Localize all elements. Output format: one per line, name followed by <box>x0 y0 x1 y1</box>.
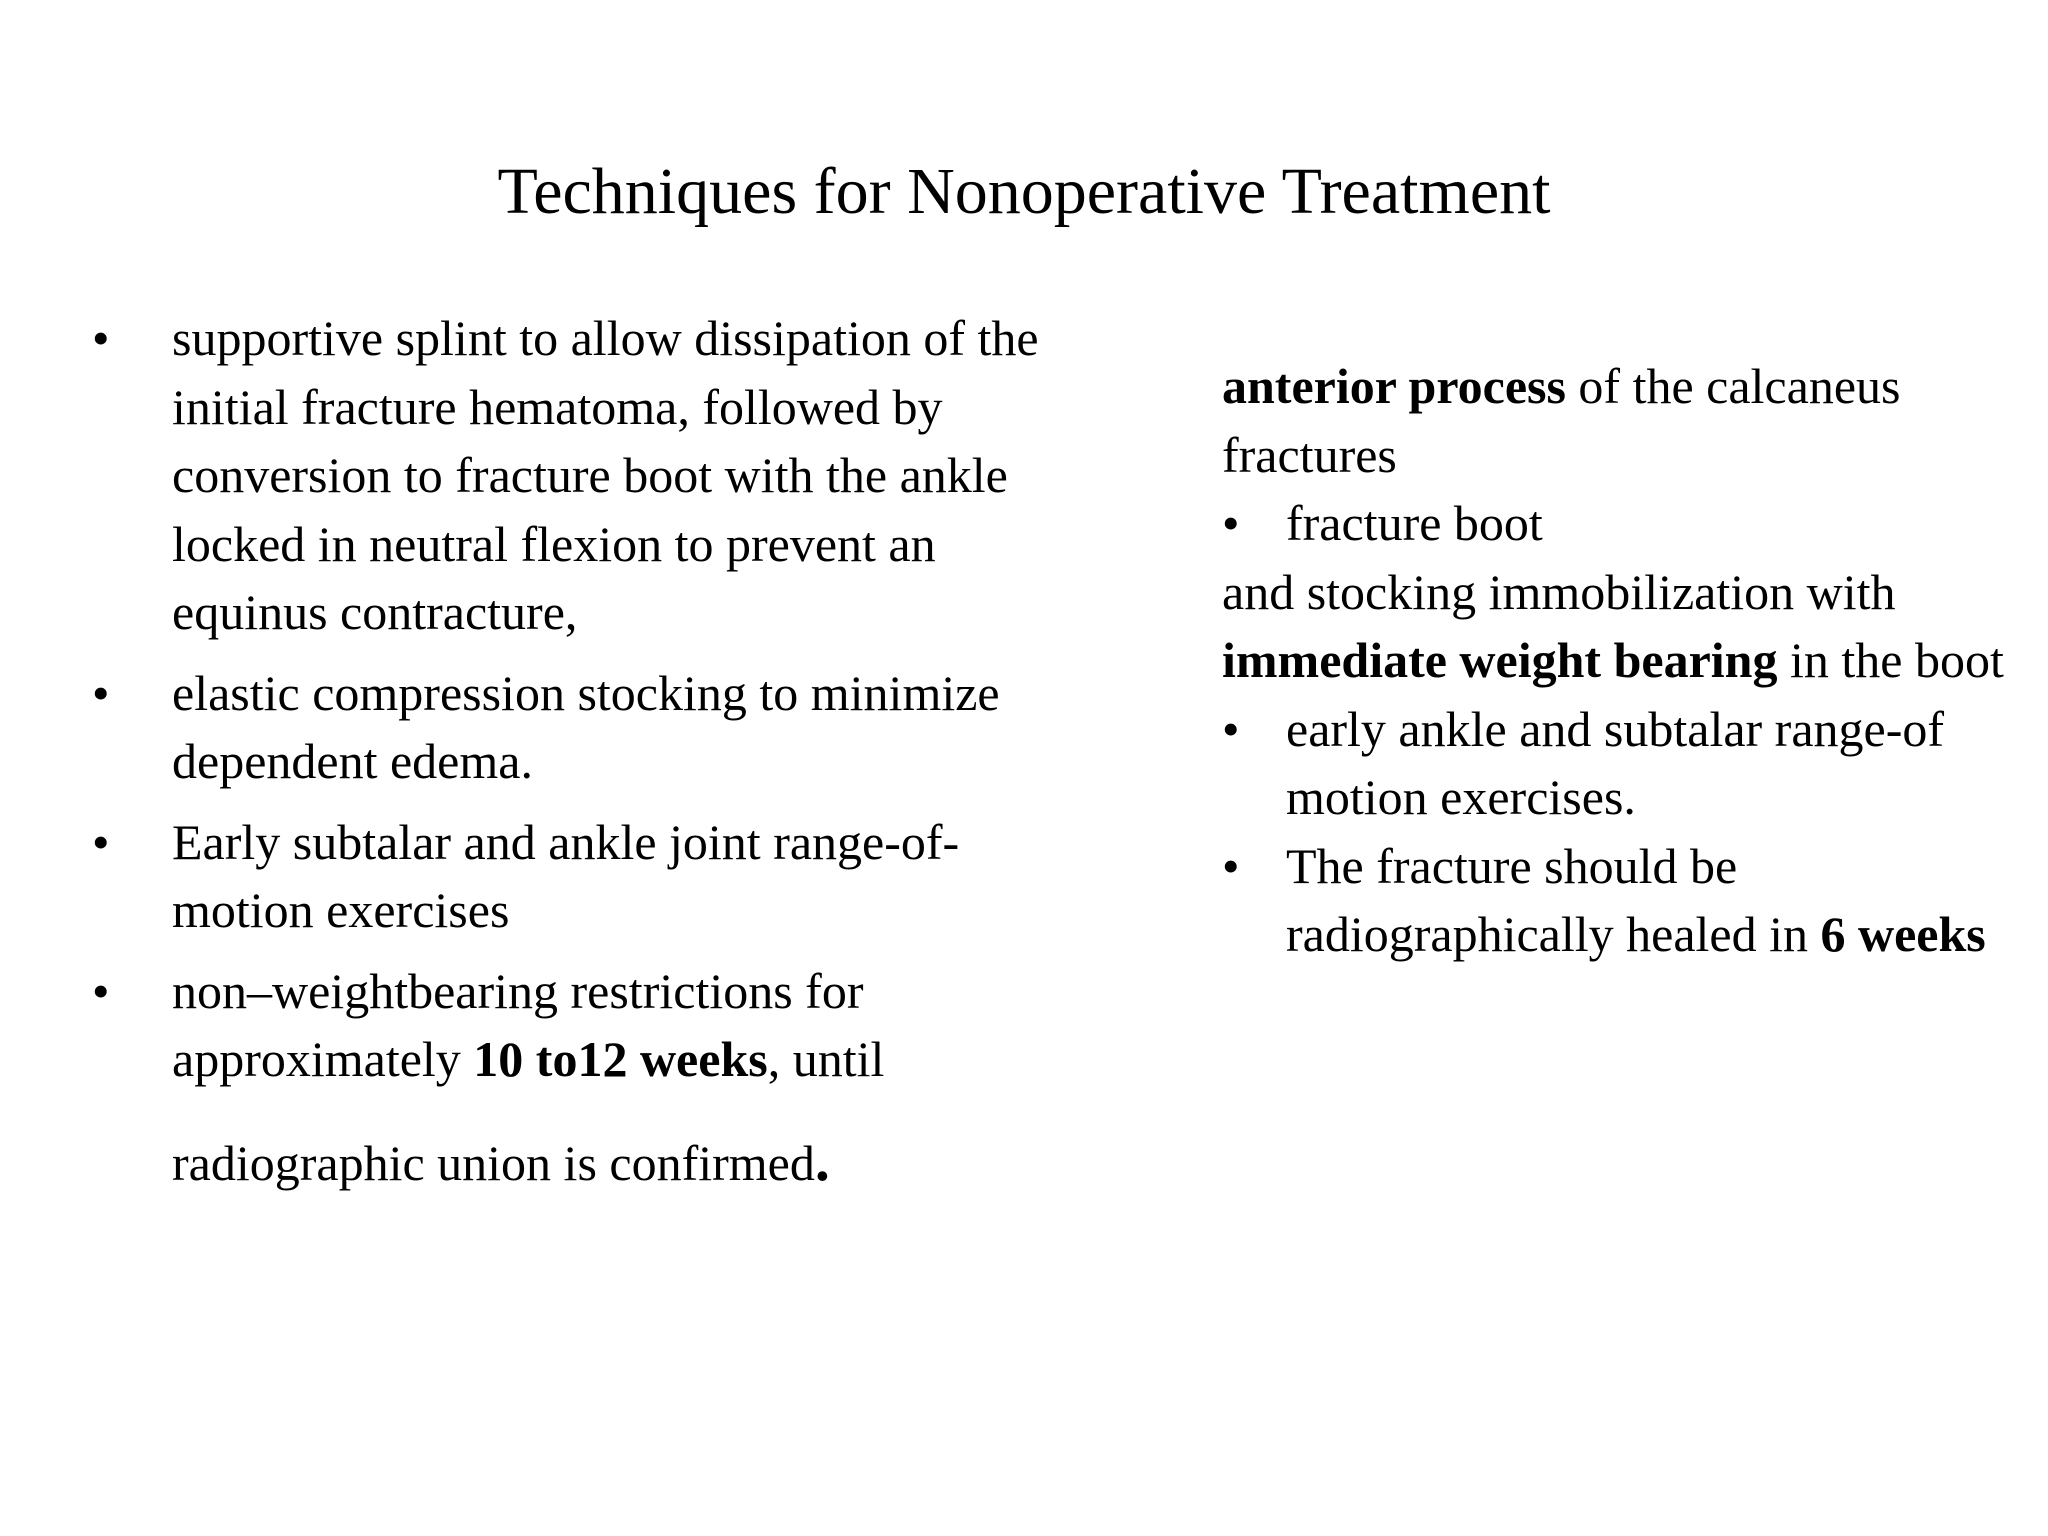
bullet-item-splint <box>92 304 1092 647</box>
bullet-emphasis: 6 weeks <box>1820 906 1986 962</box>
bullet-text: early ankle and subtalar range-of motion exercises. <box>1286 700 1945 825</box>
bullet-item-weightbearing <box>92 957 1092 1198</box>
bullet-item-fracture-boot <box>1222 489 2042 558</box>
bullet-period: . <box>814 1126 830 1193</box>
bullet-text: , until <box>767 1031 885 1087</box>
bullet-item-early-rom <box>92 808 1092 945</box>
bullet-text: Early subtalar and ankle joint range-of-motion exercises <box>172 813 960 938</box>
bullet-continuation <box>172 1126 1092 1198</box>
bullet-icon: • <box>92 813 110 870</box>
right-intro <box>1222 352 2042 489</box>
bullet-icon: • <box>92 962 110 1019</box>
continuation-emphasis: immediate weight bearing <box>1222 632 1778 688</box>
bullet-item-early-ankle-rom <box>1222 695 2042 832</box>
bullet-text: elastic compression stocking to minimize dependent edema. <box>172 664 1000 789</box>
bullet-icon: • <box>92 664 110 721</box>
bullet-item-healing <box>1222 832 2042 969</box>
bullet-text: radiographic union is confirmed <box>172 1134 815 1191</box>
bullet-text: The fracture should be radiographically healed in <box>1286 837 1821 962</box>
continuation-text: and stocking immobilization with <box>1222 563 1896 620</box>
bullet-icon: • <box>1222 700 1240 757</box>
bullet-icon: • <box>1222 837 1240 894</box>
intro-emphasis: anterior process <box>1222 358 1566 414</box>
bullet-text: non–weightbearing restrictions for approximately <box>172 962 864 1087</box>
continuation-text: in the boot <box>1777 632 2004 688</box>
bullet-text: supportive splint to allow dissipation of the initial fracture hematoma, followed by conversion to fracture boot with the ankle locked in neutral flexion to prevent an equinus contracture, <box>172 310 1039 640</box>
slide-title: Techniques for Nonoperative Treatment <box>497 155 1551 228</box>
right-column <box>1222 352 2042 969</box>
right-continuation <box>1222 558 2042 695</box>
bullet-text: fracture boot <box>1286 495 1543 551</box>
bullet-icon: • <box>92 310 110 366</box>
bullet-item-stocking <box>92 659 1092 796</box>
left-column <box>92 304 1092 1197</box>
bullet-icon: • <box>1222 495 1240 551</box>
intro-text: of the calcaneus fractures <box>1222 358 1901 483</box>
bullet-emphasis: 10 to12 weeks <box>473 1031 768 1087</box>
